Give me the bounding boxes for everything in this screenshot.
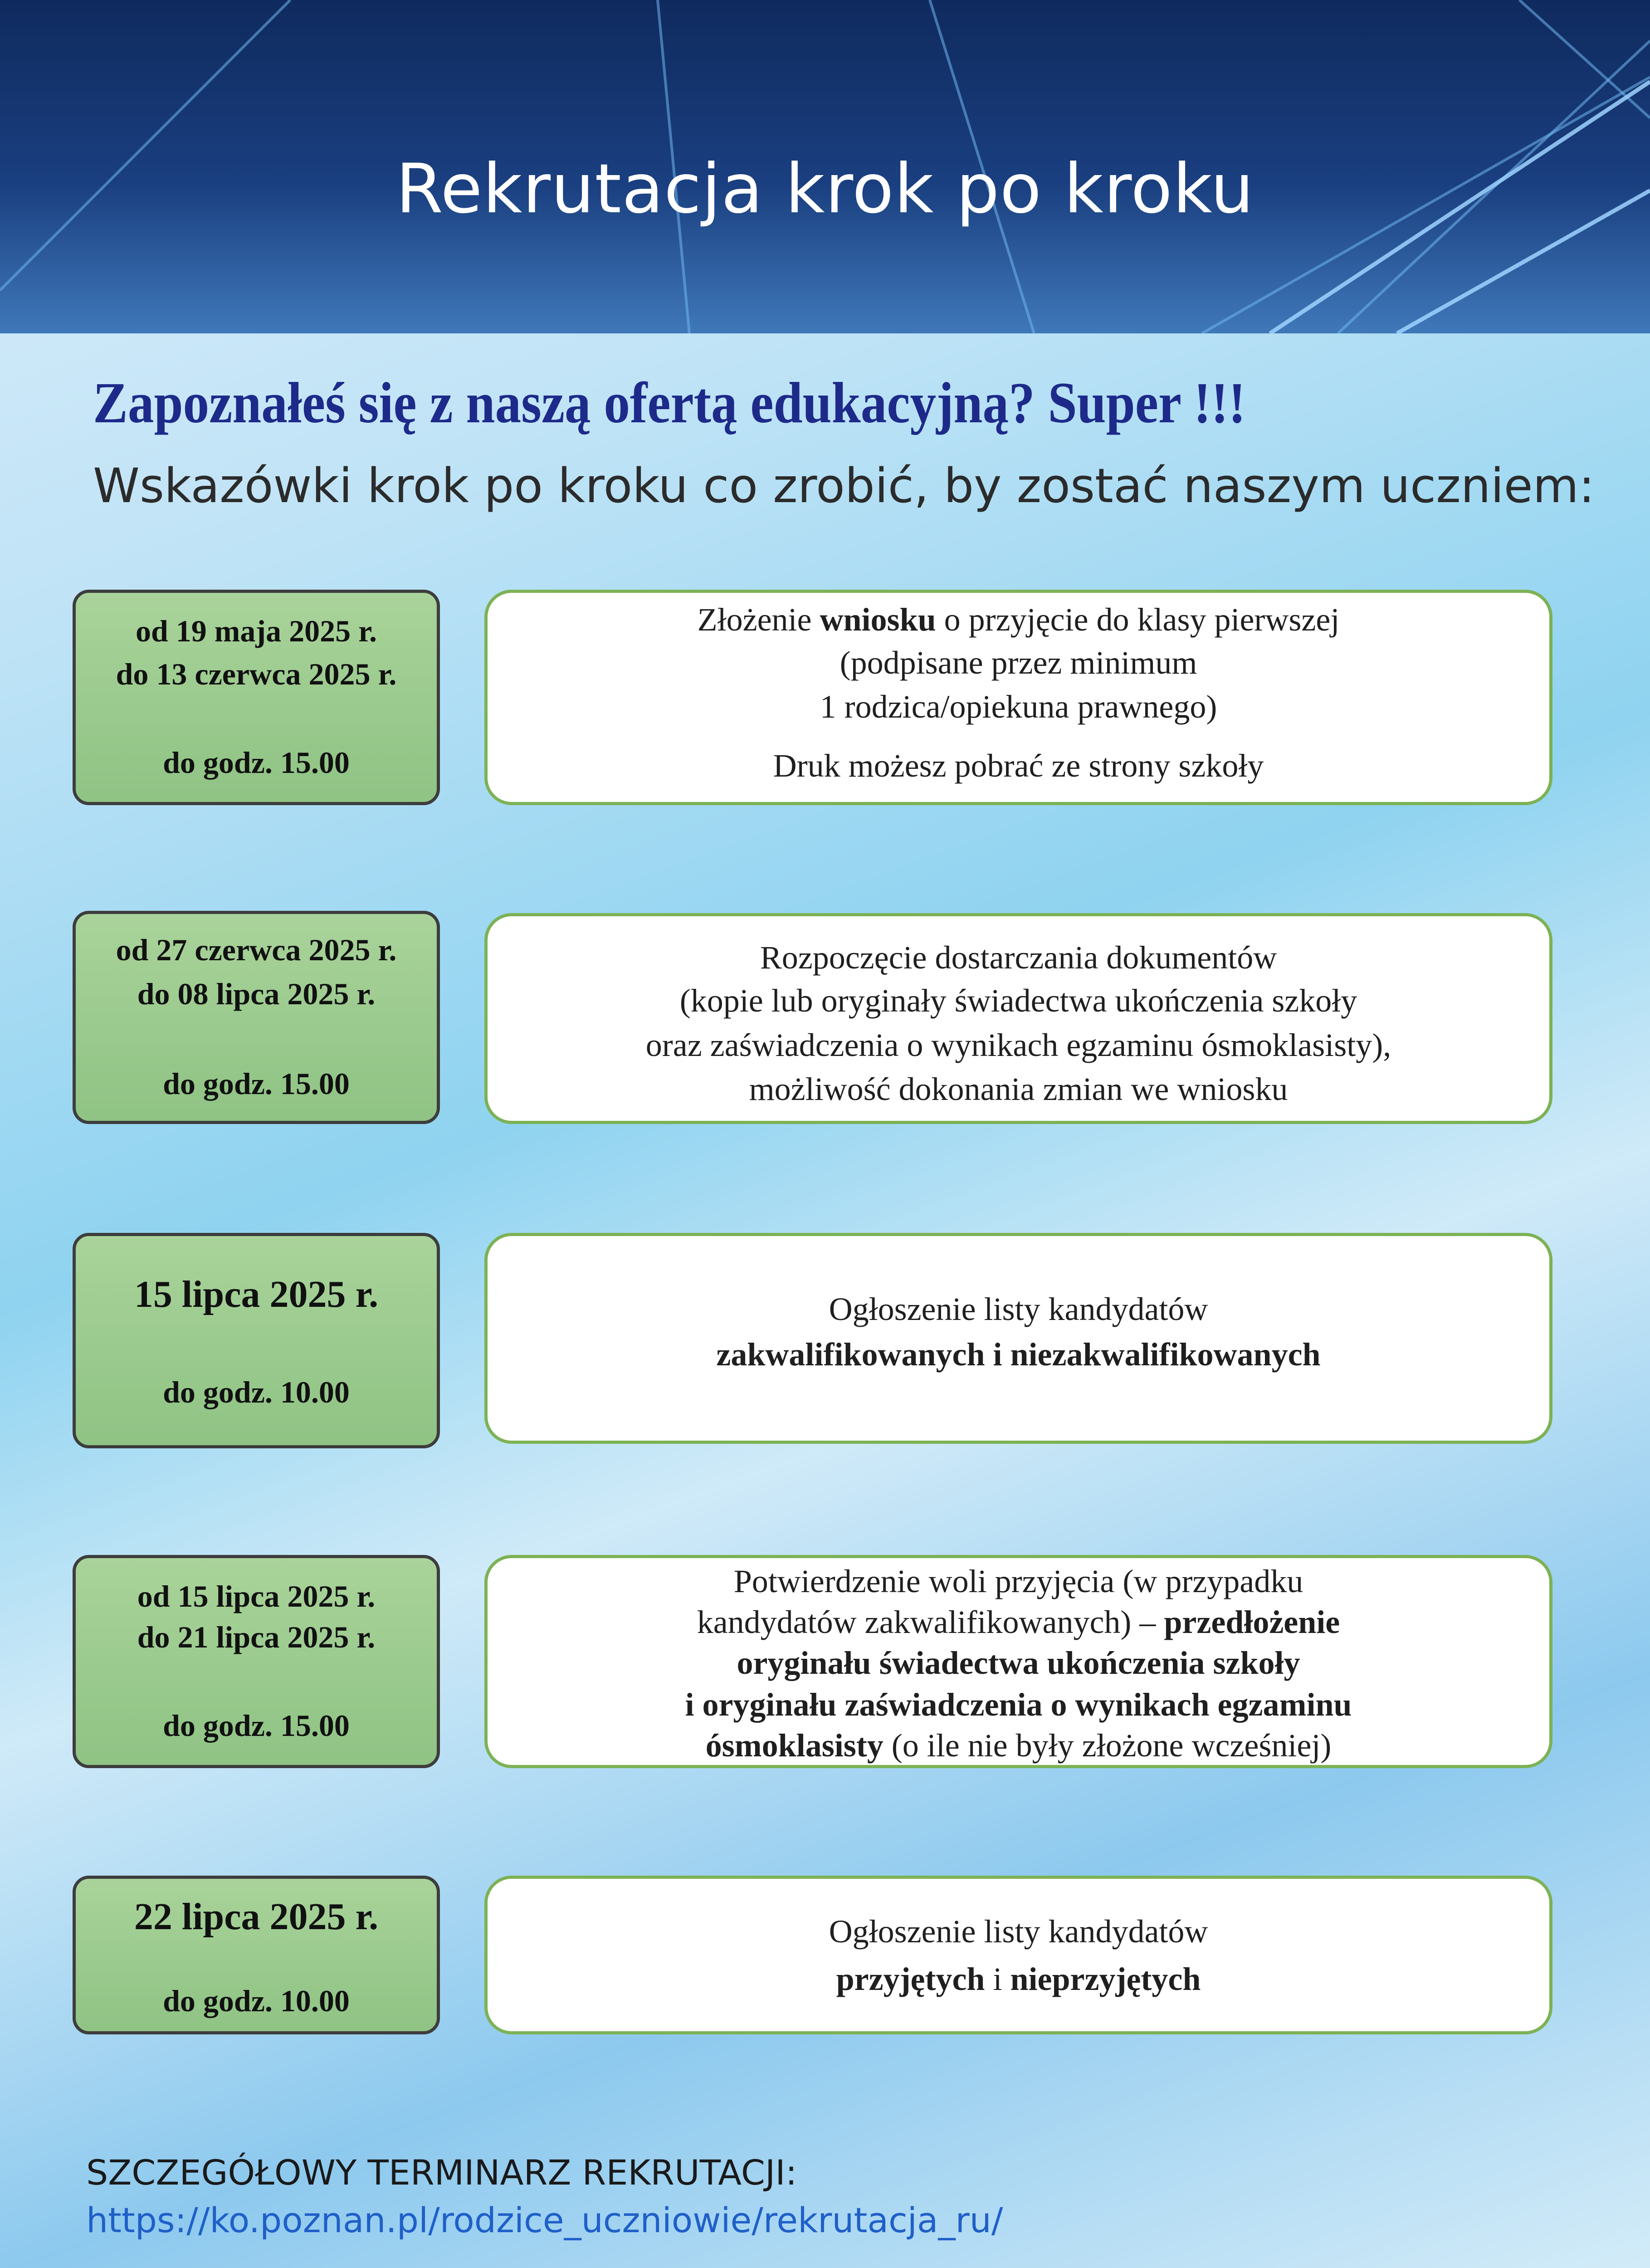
step-1-date-box	[73, 590, 440, 805]
step-2-desc-line-2: (kopie lub oryginały świadectwa ukończenia szkoły	[679, 982, 1357, 1019]
step-2-date-from: od 27 czerwca 2025 r.	[116, 933, 397, 967]
step-4-desc-bold: przedłożenie	[1164, 1604, 1340, 1640]
step-4-desc-line-1: Potwierdzenie woli przyjęcia (w przypadku	[733, 1563, 1303, 1599]
step-4-time: do godz. 15.00	[163, 1708, 350, 1743]
step-4-date-box	[73, 1555, 440, 1768]
step-2-desc-line-4: możliwość dokonania zmian we wniosku	[749, 1071, 1288, 1107]
step-5-date-box	[73, 1876, 440, 2034]
step-1-date-to: do 13 czerwca 2025 r.	[116, 657, 397, 691]
step-1-desc-text: o przyjęcie do klasy pierwszej	[936, 601, 1340, 638]
step-2-description	[484, 913, 1552, 1124]
step-5-date: 22 lipca 2025 r.	[134, 1896, 379, 1938]
step-4-desc-line-2	[488, 1603, 1549, 1641]
step-4-description	[484, 1555, 1552, 1768]
step-5-desc-line-1: Ogłoszenie listy kandydatów	[829, 1913, 1208, 1950]
step-2-desc-line-3: oraz zaświadczenia o wynikach egzaminu ósmoklasisty),	[645, 1027, 1391, 1063]
step-5-desc-bold: przyjętych	[836, 1961, 985, 1997]
step-3-desc-line-1: Ogłoszenie listy kandydatów	[829, 1291, 1208, 1327]
step-4-date-from: od 15 lipca 2025 r.	[137, 1579, 376, 1613]
step-4-desc-bold: ósmoklasisty	[705, 1727, 884, 1764]
step-4-desc-text: (o ile nie były złożone wcześniej)	[883, 1727, 1332, 1764]
step-3-date-box	[73, 1233, 440, 1448]
step-3-description	[484, 1233, 1552, 1444]
step-2-date-to: do 08 lipca 2025 r.	[137, 977, 376, 1011]
step-3-time: do godz. 10.00	[163, 1375, 350, 1409]
step-4-date-to: do 21 lipca 2025 r.	[137, 1620, 376, 1654]
intro-heading: Zapoznałeś się z naszą ofertą edukacyjną? Super !!!	[93, 371, 1246, 435]
step-1-time: do godz. 15.00	[163, 745, 350, 780]
step-4-desc-line-3: oryginału świadectwa ukończenia szkoły	[737, 1645, 1300, 1681]
footer-label: SZCZEGÓŁOWY TERMINARZ REKRUTACJI:	[86, 2152, 797, 2193]
header-banner	[0, 0, 1650, 333]
step-2-desc-line-1: Rozpoczęcie dostarczania dokumentów	[760, 939, 1277, 976]
footer-link[interactable]: https://ko.poznan.pl/rodzice_uczniowie/rekrutacja_ru/	[86, 2200, 1003, 2240]
step-1-date-from: od 19 maja 2025 r.	[135, 614, 377, 648]
step-4-desc-text: kandydatów zakwalifikowanych) –	[697, 1604, 1164, 1640]
step-4-desc-line-5	[488, 1727, 1549, 1765]
step-4-desc-line-4: i oryginału zaświadczenia o wynikach egzaminu	[685, 1686, 1352, 1723]
step-2-time: do godz. 15.00	[163, 1066, 350, 1101]
step-5-description	[484, 1876, 1552, 2034]
step-1-desc-text: Złożenie	[697, 601, 820, 638]
step-5-desc-line-2	[488, 1960, 1549, 1998]
step-5-desc-bold: nieprzyjętych	[1010, 1961, 1201, 1997]
step-1-description	[484, 590, 1552, 805]
step-1-desc-line-2: (podpisane przez minimum	[840, 645, 1197, 681]
step-1-desc-line-1	[488, 601, 1549, 639]
step-1-desc-line-4: Druk możesz pobrać ze strony szkoły	[773, 748, 1264, 784]
step-1-desc-line-3: 1 rodzica/opiekuna prawnego)	[820, 689, 1217, 725]
page-title: Rekrutacja krok po kroku	[395, 150, 1255, 229]
step-2-date-box	[73, 911, 440, 1124]
step-5-desc-text: i	[985, 1961, 1011, 1997]
intro-subheading: Wskazówki krok po kroku co zrobić, by zostać naszym uczniem:	[93, 458, 1595, 513]
step-5-time: do godz. 10.00	[163, 1984, 350, 2018]
step-3-desc-line-2: zakwalifikowanych i niezakwalifikowanych	[716, 1336, 1321, 1373]
step-3-date: 15 lipca 2025 r.	[134, 1273, 379, 1315]
step-1-desc-bold: wniosku	[820, 601, 936, 638]
